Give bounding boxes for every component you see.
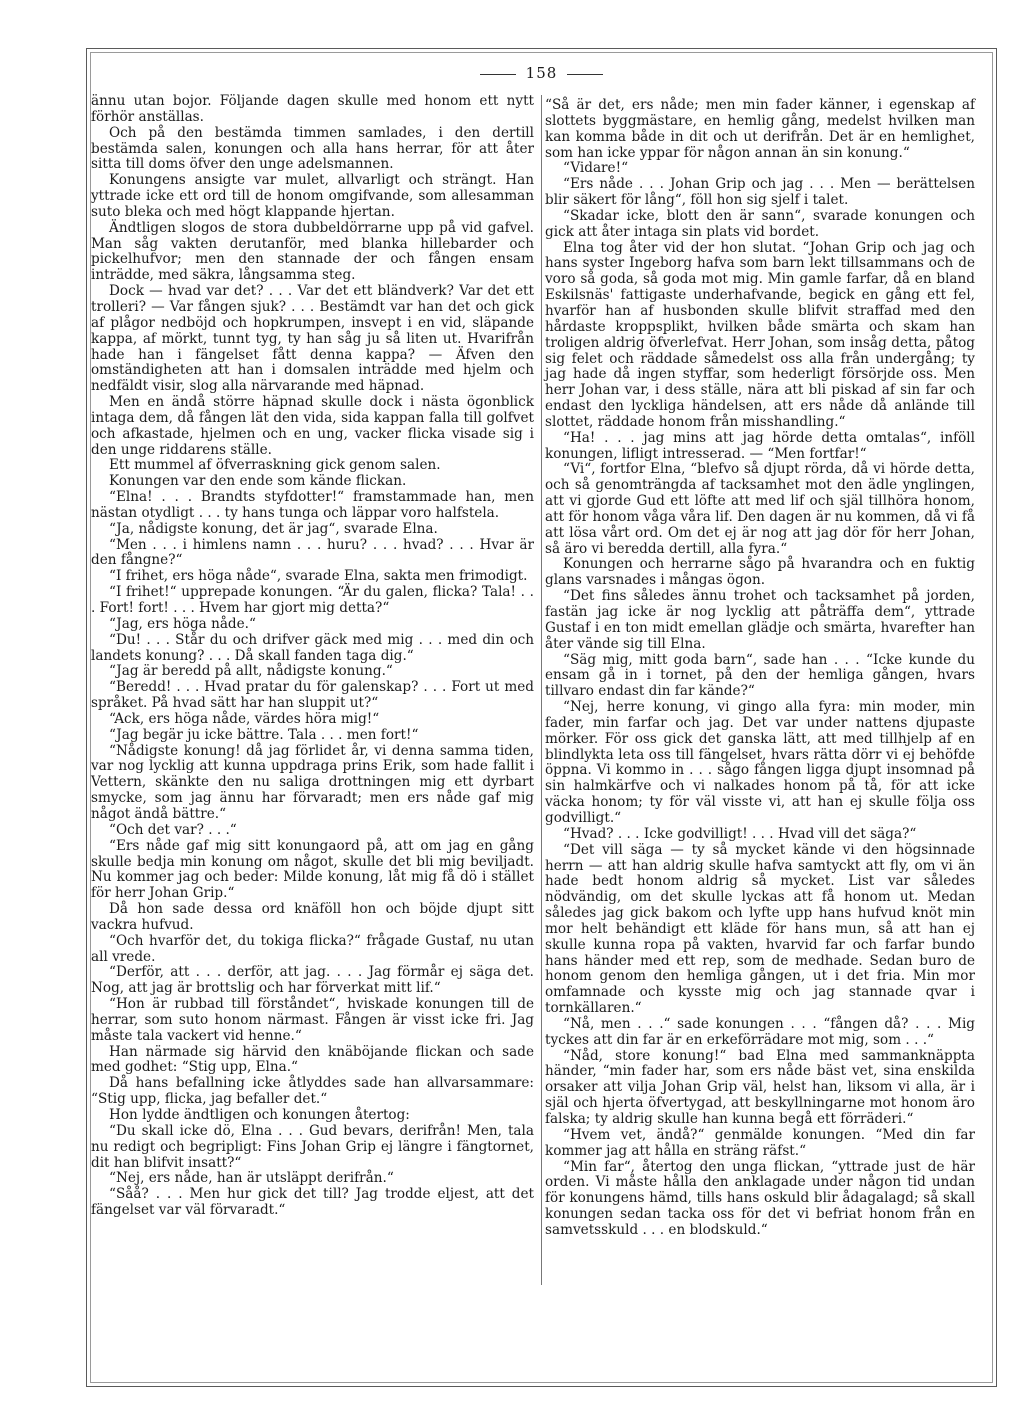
- paragraph: Hon lydde ändtligen och konungen återtog:: [109, 1107, 410, 1123]
- paragraph: Konungens ansigte var mulet, allvarligt och strängt. Han yttrade icke ett ord till de honom omgifvande, som allesamman suto bleka och med högt klappande hjertan.: [91, 172, 534, 220]
- paragraph: “Hvem vet, ändå?“ genmälde konungen. “Med din far kommer jag att hålla en sträng räfst.“: [545, 1126, 975, 1159]
- header-dash-right: [567, 74, 603, 75]
- paragraph: “Du skall icke dö, Elna . . . Gud bevars, derifrån! Men, tala nu redigt och begripligt: Fins Johan Grip ej längre i fängtornet, dit han blifvit insatt?“: [91, 1122, 534, 1171]
- paragraph: “Nådigste konung! då jag förlidet år, vi denna samma tiden, var nog lycklig att kunna uppdraga prins Erik, som hade fallit i Vettern, skänkte den nu saliga drottningen mig ett dyrbart smycke, som jag ännu har förvaradt; men ers nåde gaf mig något ändå bättre.“: [91, 742, 534, 822]
- paragraph: “Ja, nådigste konung, det är jag“, svarade Elna.: [109, 520, 438, 537]
- paragraph: Ändtligen slogos de stora dubbeldörrarne upp på vid gafvel. Man såg vakten derutanför, med blanka hillebarder och pickelhufvor; men den stannade der och fången ensam inträdde, med säkra, långsamma steg.: [91, 219, 534, 284]
- header-dash-left: [480, 74, 516, 75]
- paragraph: Konungen var den ende som kände flickan.: [109, 473, 407, 490]
- paragraph: “Ha! . . . jag mins att jag hörde detta omtalas“, inföll konungen, lifligt intresserad. — “Men fortfar!“: [545, 429, 975, 462]
- paragraph: “Derför, att . . . derför, att jag. . . . Jag förmår ej säga det. Nog, att jag är brottslig och har förverkat mitt lif.“: [91, 964, 534, 997]
- paragraph: “I frihet, ers höga nåde“, svarade Elna, sakta men frimodigt.: [109, 568, 528, 585]
- paragraph: “Elna! . . . Brandts styfdotter!“ framstammade han, men nästan otydligt . . . ty hans tunga och läppar voro halfstela.: [91, 489, 534, 521]
- paragraph: Men en ändå större häpnad skulle dock i nästa ögonblick intaga dem, då fången lät den vida, sida kappan falla till golfvet och afkastade, hjelmen och en ung, vacker flicka visade sig i den unge riddarens ställe.: [91, 394, 534, 458]
- paragraph: “Nej, ers nåde, han är utsläppt derifrån.“: [109, 1170, 394, 1187]
- paragraph: “Det vill säga — ty så mycket kände vi den högsinnade herrn — att han aldrig skulle hafva samtyckt att fly, om vi än hade bedt honom aldrig så mycket. List var således nödvändig, om det skulle lyckas att få honom ut. Medan således jag gick bakom och lyfte upp hans hufvud knöt min mor helt behändigt ett kläde för hans mun, så att han ej skulle kunna ropa på vakten, hvarvid far och farfar bundo hans händer med ett rep, som de medhade. Sedan buro de honom genom den hemliga gången, ut i det fria. Min mor omfamnade och kysste mig och jag stannade qvar i tornkällaren.“: [545, 841, 975, 1017]
- paragraph: Och på den bestämda timmen samlades, i den dertill bestämda salen, konungen och alla hans herrar, för att åter sitta till doms öfver den unge adelsmannen.: [91, 124, 534, 173]
- paragraph: “Ers nåde . . . Johan Grip och jag . . . Men — berättelsen blir säkert för lång“, föll hon sig sjelf i talet.: [545, 176, 975, 209]
- right-column: [545, 98, 975, 1239]
- paragraph: “Jag är beredd på allt, nådigste konung.“: [109, 663, 393, 680]
- paragraph: “Min far“, återtog den unga flickan, “yttrade just de här orden. Vi måste hålla den anklagade under någon tid undan för konungens hämd, tills hans oskuld blir ådagalagd; så skall konungen sedan tacka oss för det vi befriat honom från en samvetsskuld . . . en blodskuld.“: [545, 1158, 975, 1238]
- paragraph: Då hon sade dessa ord knäföll hon och böjde djupt sitt vackra hufvud.: [91, 901, 534, 933]
- paragraph: “Ack, ers höga nåde, värdes höra mig!“: [109, 710, 380, 727]
- paragraph: “Såå? . . . Men hur gick det till? Jag trodde eljest, att det fängelset var väl förvaradt.“: [91, 1186, 534, 1219]
- paragraph: “Det fins således ännu trohet och tacksamhet på jorden, fastän jag icke är nog lycklig att påträffa dem“, yttrade Gustaf i en ton midt emellan glädje och smärta, hvarefter han åter vände sig till Elna.: [545, 588, 975, 652]
- paragraph: “Ers nåde gaf mig sitt konungaord på, att om jag en gång skulle bedja min konung om något, skulle det bli mig beviljadt. Nu kommer jag och beder: Milde konung, låt mig få dö i stället för herr Johan Grip.“: [91, 837, 534, 902]
- page-header: [86, 64, 997, 82]
- paragraph: Ett mummel af öfverraskning gick genom salen.: [109, 457, 441, 474]
- paragraph: “Beredd! . . . Hvad pratar du för galenskap? . . . Fort ut med språket. På hvad sätt har han sluppit ut?“: [91, 679, 534, 712]
- paragraph: “Hon är rubbad till förståndet“, hviskade konungen till de herrar, som suto honom närmast. Fången är visst icke fri. Jag måste tala vackert vid henne.“: [91, 996, 534, 1044]
- paragraph: “Nej, herre konung, vi gingo alla fyra: min moder, min fader, min farfar och jag. Det var under nattens djupaste mörker. För oss gick det ganska lätt, att med tillhjelp af en blindlykta leta oss till fängelset, hvars rätta dörr vi ej behöfde öppna. Vi kommo in . . . sågo fången ligga djupt insomnad på sin halmkärfve och vi nalkades honom på tå, för att icke väcka honom; ty för väl visste vi, att han ej skulle följa oss godvilligt.“: [545, 699, 975, 826]
- page-number: 158: [525, 64, 558, 82]
- paragraph: Då hans befallning icke åtlyddes sade han allvarsammare: “Stig upp, flicka, jag befaller det.“: [91, 1075, 534, 1108]
- paragraph: Dock — hvad var det? . . . Var det ett bländverk? Var det ett trolleri? — Var fången sjuk? . . . Bestämdt var han det och gick af plågor nedböjd och hopkrumpen, insvept i en vid, släpande kappa, af mörkt, tunnt tyg, ty han såg ju så liten ut. Hvarifrån hade han i fängelset fått denna kappa? — Äfven den omständigheten att han i domsalen inträdde med hjelm och nedfäldt visir, slog alla närvarande med häpnad.: [91, 283, 534, 395]
- paragraph: “Vidare!“: [563, 160, 629, 177]
- paragraph: “Och det var? . . .“: [109, 821, 237, 838]
- paragraph: “Nå, men . . .“ sade konungen . . . “fången då? . . . Mig tyckes att din far är en erkeförrädare mot mig, som . . .“: [545, 1015, 975, 1048]
- paragraph: “Skadar icke, blott den är sann“, svarade konungen och gick att åter intaga sin plats vid bordet.: [545, 207, 975, 240]
- paragraph: “Så är det, ers nåde; men min fader känner, i egenskap af slottets byggmästare, en hemlig gång, medelst hvilken man kan komma både in dit och ut derifrån. Det är en hemlighet, som han icke yppar för någon annan än sin konung.“: [545, 97, 975, 161]
- paragraph: “Säg mig, mitt goda barn“, sade han . . . “Icke kunde du ensam gå in i tornet, på den der hemliga gången, hvars tillvaro endast din far kände?“: [545, 651, 975, 700]
- left-column: [91, 94, 534, 1219]
- paragraph: “Nåd, store konung!“ bad Elna med sammanknäppta händer, “min fader har, som ers nåde bäst vet, sina enskilda orsaker att vilja Johan Grip väl, helst han, liksom vi alla, är i själ och hjerta öfvertygad, att beskyllningarne mot honom äro falska; ty aldrig skulle han kunna begå ett förräderi.“: [545, 1047, 975, 1127]
- paragraph: Elna tog åter vid der hon slutat. “Johan Grip och jag och hans syster Ingeborg hafva som barn lekt tillsammans och de voro så goda, så goda mot mig. Min gamle farfar, då en bland Eskilsnäs' fattigaste underhafvande, begick en gång ett fel, hvarför han af husbonden skulle blifvit straffad med den hårdaste kroppsplikt, hvilken både smärta och skam han troligen aldrig öfverlefvat. Herr Johan, som insåg detta, påtog sig felet och räddade såmedelst oss alla från undergång; ty jag hade då ingen styffar, som hederligt försörjde oss. Men herr Johan var, i dess ställe, nära att bli piskad af sin far och endast den lyckliga händelsen, att ers nåde då anlände till slottet, räddade honom från misshandling.“: [545, 239, 975, 430]
- paragraph: ännu utan bojor. Följande dagen skulle med honom ett nytt förhör anställas.: [91, 93, 534, 125]
- paragraph: “Vi“, fortfor Elna, “blefvo så djupt rörda, då vi hörde detta, och så genomträngda af tacksamhet mot den ädle ynglingen, att vi gjorde Gud ett löfte att med lif och själ tillhöra honom, att för honom våga våra lif. Den dagen är nu kommen, då vi få att lösa vårt ord. Om det ej är nog att jag dör för herr Johan, så äro vi beredda dertill, alla fyra.“: [545, 461, 975, 557]
- column-divider: [541, 95, 542, 1285]
- paragraph: “Hvad? . . . Icke godvilligt! . . . Hvad vill det säga?“: [563, 825, 917, 842]
- paragraph: “Men . . . i himlens namn . . . huru? . . . hvad? . . . Hvar är den fångne?“: [91, 536, 534, 569]
- paragraph: Konungen och herrarne sågo på hvarandra och en fuktig glans varsnades i mångas ögon.: [545, 556, 975, 589]
- paragraph: “I frihet!“ upprepade konungen. “Är du galen, flicka? Tala! . . . Fort! fort! . . . Hvem har gjort mig detta?“: [91, 584, 534, 616]
- paragraph: “Jag begär ju icke bättre. Tala . . . men fort!“: [109, 726, 419, 743]
- paragraph: “Och hvarför det, du tokiga flicka?“ frågade Gustaf, nu utan all vrede.: [91, 932, 534, 965]
- paragraph: “Du! . . . Står du och drifver gäck med mig . . . med din och landets konung? . . . Då skall fanden taga dig.“: [91, 631, 534, 664]
- paragraph: Han närmade sig härvid den knäböjande flickan och sade med godhet: “Stig upp, Elna.“: [91, 1043, 534, 1076]
- paragraph: “Jag, ers höga nåde.“: [109, 615, 256, 632]
